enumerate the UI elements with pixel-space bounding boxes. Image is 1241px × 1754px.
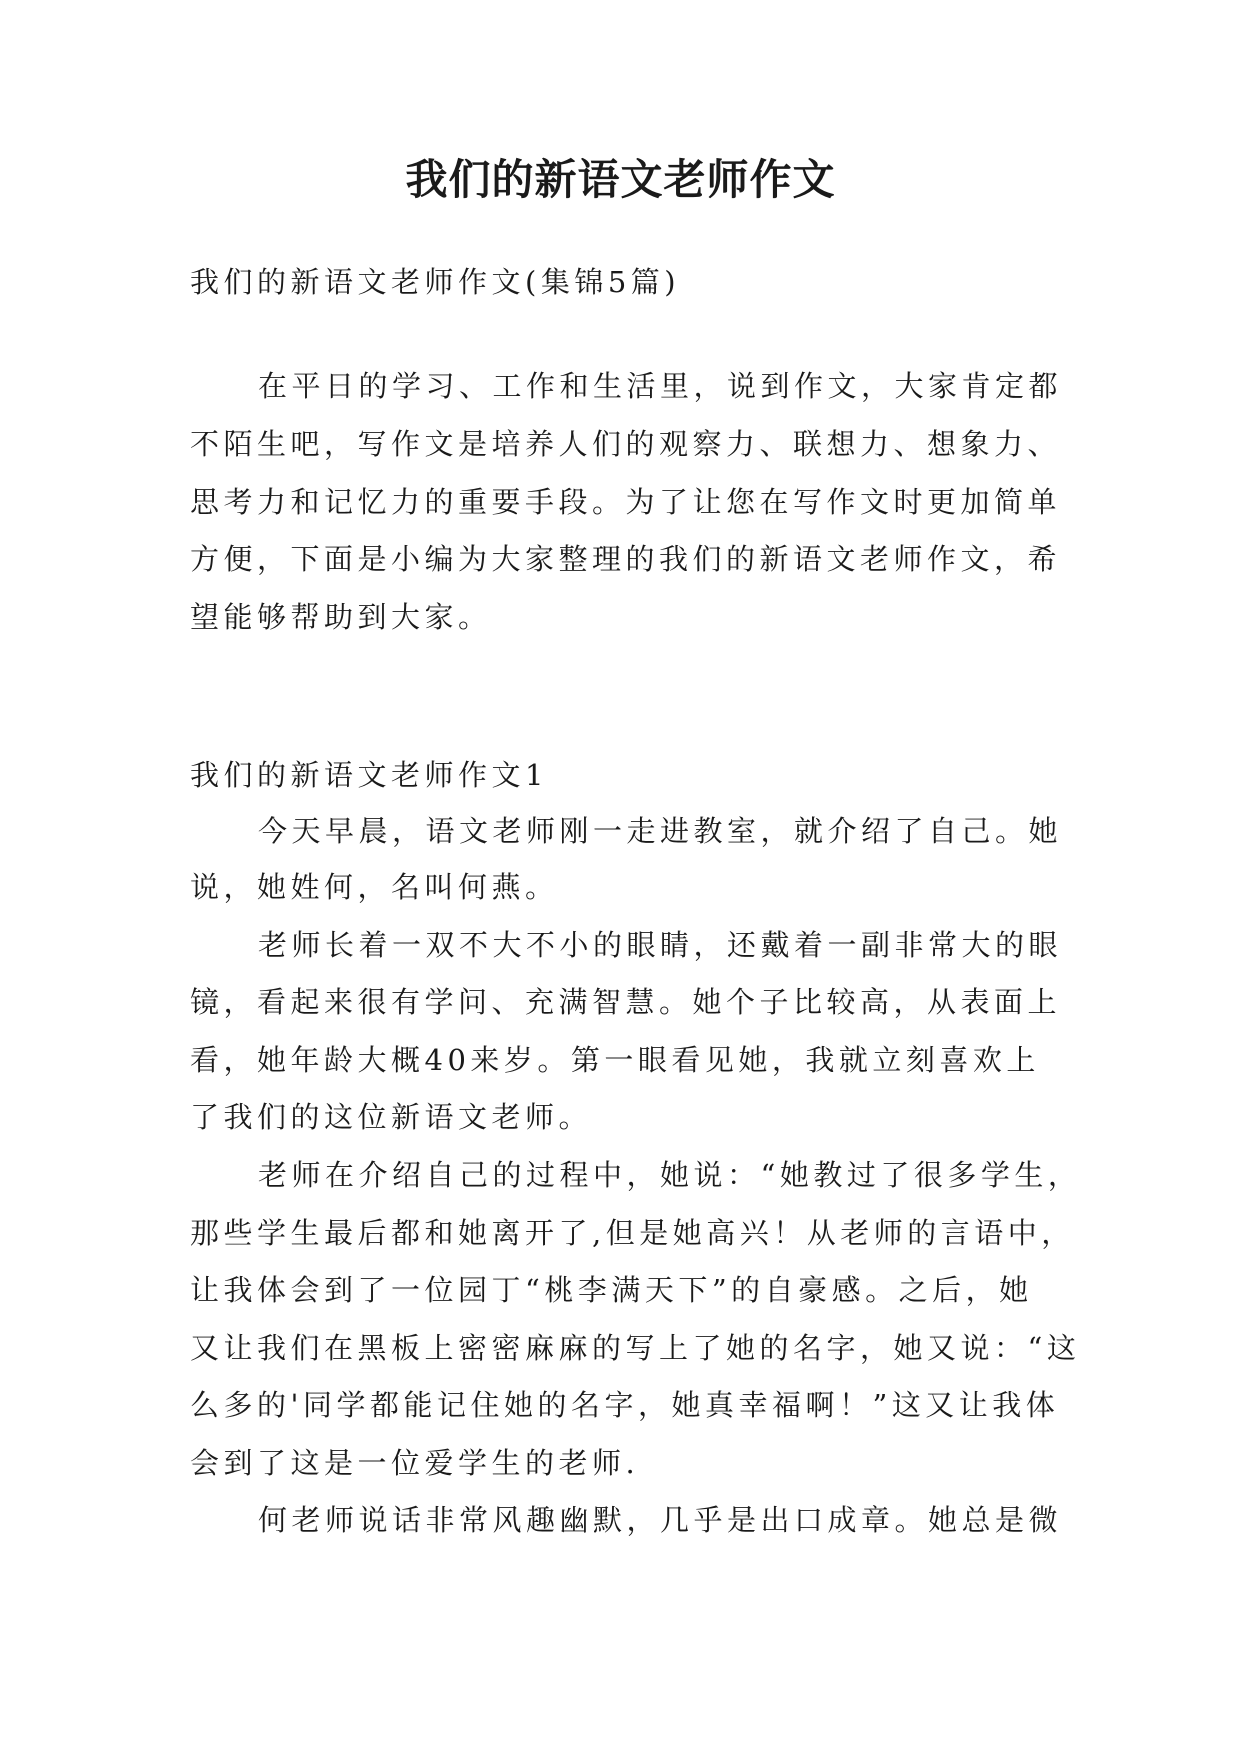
intro-line: 望能够帮助到大家。 [190, 600, 492, 634]
paragraph-line: 老师在介绍自己的过程中，她说：“她教过了很多学生， [258, 1158, 1082, 1192]
intro-line: 在平日的学习、工作和生活里，说到作文，大家肯定都 [258, 369, 1063, 403]
paragraph-line: 何老师说话非常风趣幽默，几乎是出口成章。她总是微 [258, 1503, 1063, 1537]
paragraph-line: 看，她年龄大概40来岁。第一眼看见她，我就立刻喜欢上 [190, 1043, 1040, 1077]
paragraph-line: 镜，看起来很有学问、充满智慧。她个子比较高，从表面上 [190, 985, 1062, 1019]
paragraph-line: 会到了这是一位爱学生的老师. [190, 1446, 640, 1480]
document-title: 我们的新语文老师作文 [405, 155, 836, 204]
paragraph-line: 今天早晨，语文老师刚一走进教室，就介绍了自己。她 [258, 814, 1063, 848]
intro-line: 思考力和记忆力的重要手段。为了让您在写作文时更加简单 [190, 485, 1062, 519]
document-subtitle: 我们的新语文老师作文(集锦5篇) [190, 265, 681, 299]
paragraph-line: 说，她姓何，名叫何燕。 [190, 870, 559, 904]
essay-heading: 我们的新语文老师作文1 [190, 758, 548, 792]
paragraph-line: 么多的'同学都能记住她的名字，她真幸福啊！”这又让我体 [190, 1388, 1060, 1422]
intro-line: 不陌生吧，写作文是培养人们的观察力、联想力、想象力、 [190, 427, 1062, 461]
paragraph-line: 让我体会到了一位园丁“桃李满天下”的自豪感。之后，她 [190, 1273, 1033, 1307]
paragraph-line: 又让我们在黑板上密密麻麻的写上了她的名字，她又说：“这 [190, 1331, 1081, 1365]
paragraph-line: 了我们的这位新语文老师。 [190, 1100, 593, 1134]
paragraph-line: 老师长着一双不大不小的眼睛，还戴着一副非常大的眼 [258, 928, 1063, 962]
intro-line: 方便，下面是小编为大家整理的我们的新语文老师作文，希 [190, 542, 1062, 576]
paragraph-line: 那些学生最后都和她离开了,但是她高兴！从老师的言语中， [190, 1216, 1075, 1250]
